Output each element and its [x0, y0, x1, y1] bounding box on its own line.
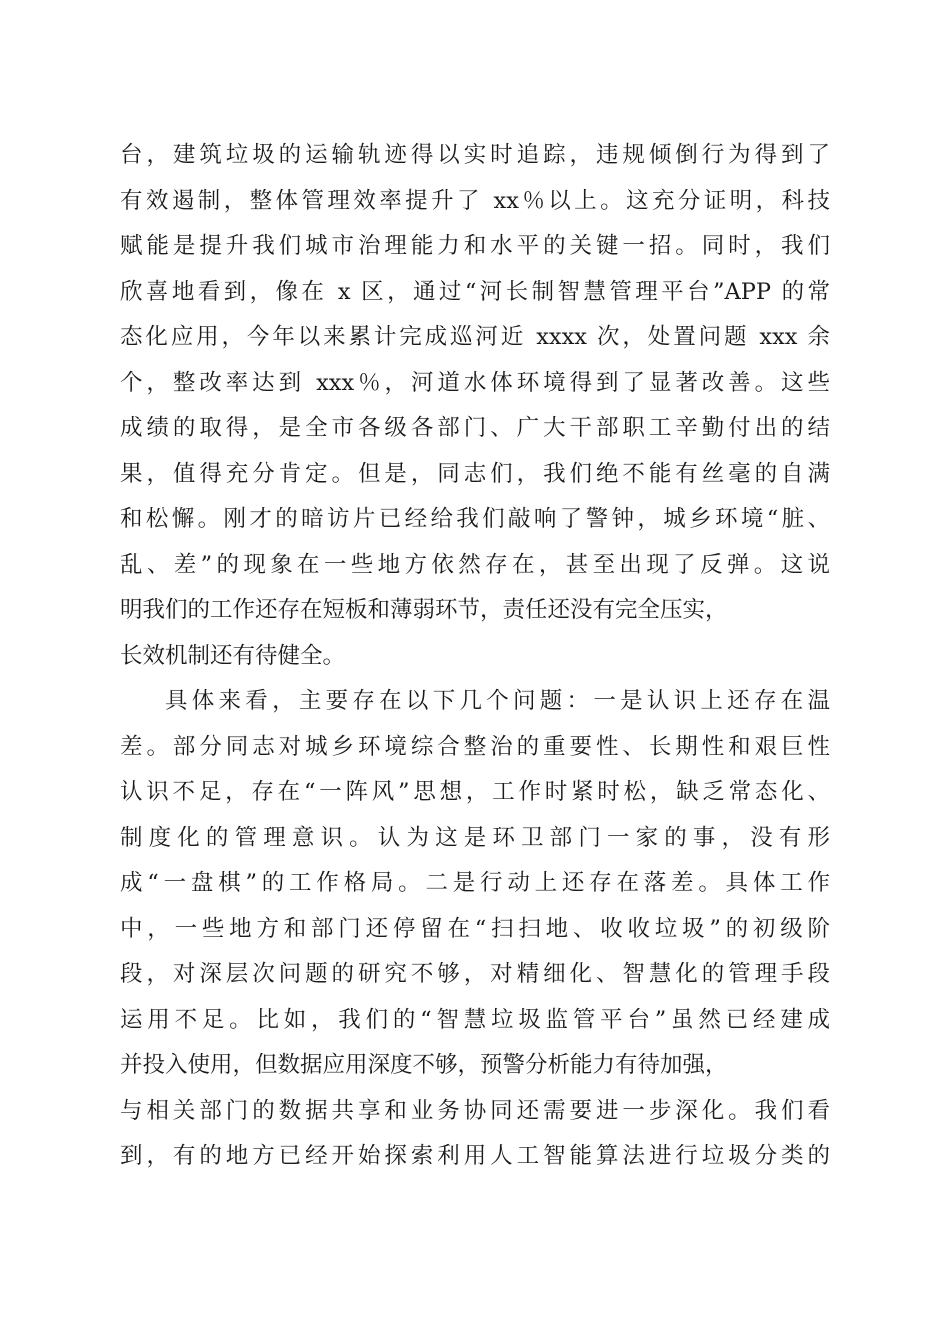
- text-line: 台，建筑垃圾的运输轨迹得以实时追踪，违规倾倒行为得到了: [120, 142, 830, 168]
- text-line: 制度化的管理意识。认为这是环卫部门一家的事，没有形: [120, 824, 830, 851]
- text-line: 并投入使用，但数据应用深度不够，预警分析能力有待加强，: [120, 1052, 728, 1078]
- text-line: 态化应用，今年以来累计完成巡河近 xxxx 次，处置问题 xxx 余: [120, 324, 830, 350]
- text-line: 成绩的取得，是全市各级各部门、广大干部职工辛勤付出的结: [120, 415, 830, 441]
- text-line: 果，值得充分肯定。但是，同志们，我们绝不能有丝毫的自满: [120, 460, 830, 487]
- text-line: 中，一些地方和部门还停留在“扫扫地、收收垃圾”的初级阶: [120, 915, 830, 942]
- text-line: 到，有的地方已经开始探索利用人工智能算法进行垃圾分类的: [120, 1143, 830, 1169]
- text-line: 有效遏制，整体管理效率提升了 xx％以上。这充分证明，科技: [120, 187, 830, 214]
- text-line: 段，对深层次问题的研究不够，对精细化、智慧化的管理手段: [120, 961, 830, 987]
- text-line: 认识不足，存在“一阵风”思想，工作时紧时松，缺乏常态化、: [120, 779, 830, 805]
- text-line: 和松懈。刚才的暗访片已经给我们敲响了警钟，城乡环境“脏、: [120, 506, 830, 532]
- text-line: 赋能是提升我们城市治理能力和水平的关键一招。同时，我们: [120, 233, 830, 259]
- text-line: 个，整改率达到 xxx％，河道水体环境得到了显著改善。这些: [120, 369, 830, 396]
- text-line: 与相关部门的数据共享和业务协同还需要进一步深化。我们看: [120, 1097, 830, 1124]
- text-line: 差。部分同志对城乡环境综合整治的重要性、长期性和艰巨性: [120, 733, 830, 760]
- text-line: 欣喜地看到，像在 x 区，通过“河长制智慧管理平台”APP 的常: [120, 278, 830, 305]
- text-line: 乱、差”的现象在一些地方依然存在，甚至出现了反弹。这说: [120, 551, 830, 578]
- paragraph-end-line: 长效机制还有待健全。: [120, 642, 346, 669]
- text-line: 明我们的工作还存在短板和薄弱环节，责任还没有完全压实，: [120, 597, 728, 623]
- text-line: 成“一盘棋”的工作格局。二是行动上还存在落差。具体工作: [120, 870, 830, 896]
- body-text: [120, 133, 830, 1180]
- text-line: 运用不足。比如，我们的“智慧垃圾监管平台”虽然已经建成: [120, 1006, 830, 1033]
- paragraph-start-line: 具体来看，主要存在以下几个问题：一是认识上还存在温: [165, 688, 830, 714]
